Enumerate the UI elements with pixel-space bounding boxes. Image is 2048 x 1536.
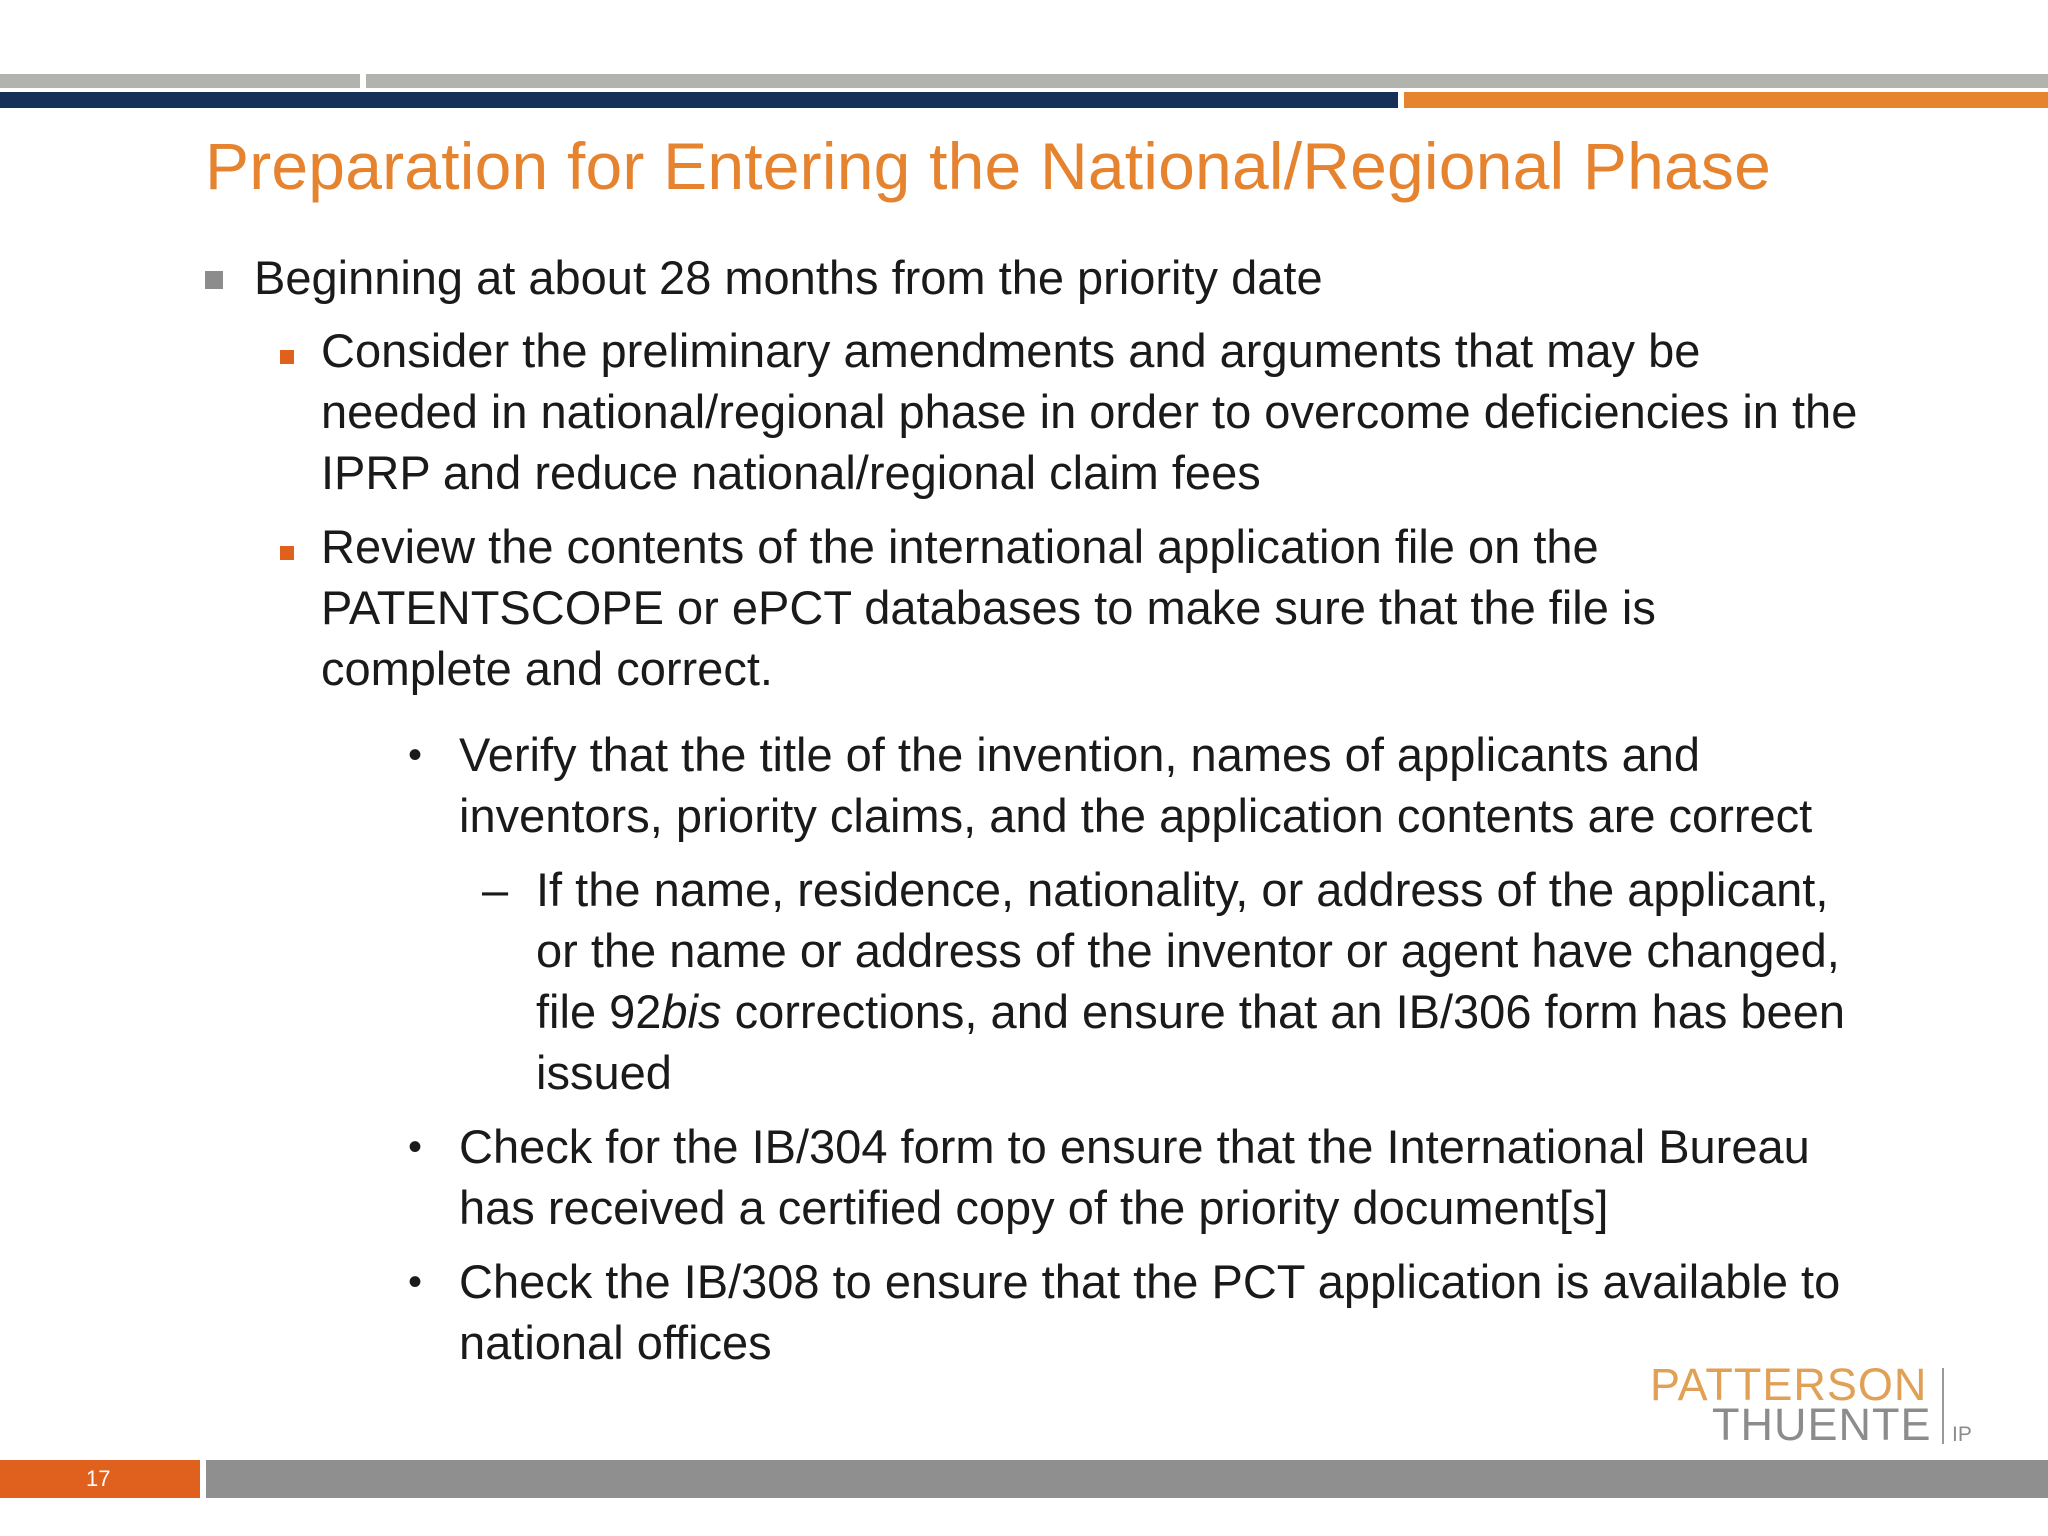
item2-line2: PATENTSCOPE or ePCT databases to make sure that the file is — [321, 581, 1656, 634]
company-logo — [1646, 1359, 1986, 1450]
level2-bullet-icon — [280, 546, 294, 560]
subsub1-line1: If the name, residence, nationality, or address of the applicant, — [536, 863, 1829, 916]
sub2-line2: has received a certified copy of the priority document[s] — [459, 1181, 1609, 1234]
sub3-line2: national offices — [459, 1316, 772, 1369]
logo-divider — [1942, 1368, 1944, 1444]
level2-bullet-icon — [280, 350, 294, 364]
subsub1-line3-pre: file 92 — [536, 985, 662, 1038]
level3-bullet-icon: • — [408, 1125, 423, 1169]
subsub1-line3-post: corrections, and ensure that an IB/306 form has been — [721, 985, 1845, 1038]
item2-line1: Review the contents of the international application file on the — [321, 520, 1599, 573]
footer-page-block — [0, 1460, 200, 1498]
subsub1-line2: or the name or address of the inventor or agent have changed, — [536, 924, 1840, 977]
subsub1-line3 — [536, 981, 1845, 1043]
sub3-line1: Check the IB/308 to ensure that the PCT application is available to — [459, 1255, 1841, 1308]
sub1-line2: inventors, priority claims, and the application contents are correct — [459, 789, 1813, 842]
header-gray-bar-left — [0, 74, 360, 88]
slide-title: Preparation for Entering the National/Regional Phase — [205, 129, 1772, 203]
level1-text: Beginning at about 28 months from the priority date — [254, 251, 1323, 304]
item1-line3: IPRP and reduce national/regional claim fees — [321, 446, 1261, 499]
level1-bullet-icon — [205, 271, 223, 289]
level3-bullet-icon: • — [408, 1260, 423, 1304]
sub2-line1: Check for the IB/304 form to ensure that the International Bureau — [459, 1120, 1810, 1173]
subsub1-line4: issued — [536, 1046, 672, 1099]
header-gray-bar-right — [366, 74, 2048, 88]
header-navy-bar — [0, 92, 1398, 108]
logo-text-bottom: THUENTE — [1712, 1399, 1932, 1450]
logo-ip-label: IP — [1952, 1423, 1972, 1446]
footer-gray-bar — [206, 1460, 2048, 1498]
subsub1-line3-italic: bis — [661, 985, 722, 1038]
level4-dash-icon: – — [482, 863, 509, 916]
level3-bullet-icon: • — [408, 733, 423, 777]
page-number: 17 — [86, 1466, 111, 1491]
logo-text-top: PATTERSON — [1650, 1359, 1928, 1410]
item1-line2: needed in national/regional phase in order to overcome deficiencies in the — [321, 385, 1858, 438]
item2-line3: complete and correct. — [321, 642, 773, 695]
header-orange-bar — [1404, 92, 2048, 108]
sub1-line1: Verify that the title of the invention, names of applicants and — [459, 728, 1701, 781]
item1-line1: Consider the preliminary amendments and arguments that may be — [321, 324, 1701, 377]
